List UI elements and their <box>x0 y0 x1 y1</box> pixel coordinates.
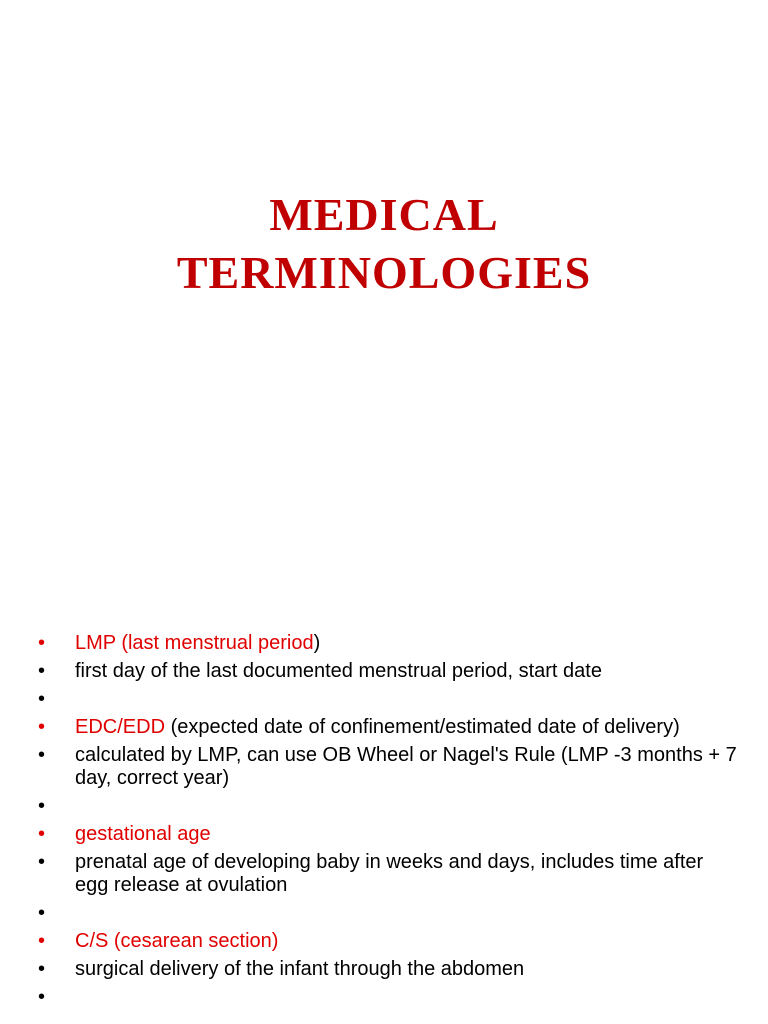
list-item <box>38 851 738 897</box>
slide-title <box>0 186 768 302</box>
list-item <box>38 902 738 925</box>
slide-title-line-1: MEDICAL <box>269 189 499 240</box>
bullet-icon: • <box>38 851 46 873</box>
list-item <box>38 632 738 655</box>
definition-text: calculated by LMP, can use OB Wheel or Nagel's Rule (LMP -3 months + 7 day, correct year) <box>75 744 737 789</box>
list-item <box>38 930 738 953</box>
bullet-icon: • <box>38 744 46 766</box>
slide-title-line-2: TERMINOLOGIES <box>176 247 592 298</box>
list-item <box>38 744 738 790</box>
bullet-icon: • <box>38 958 46 980</box>
bullet-icon: • <box>38 688 46 710</box>
bullet-icon: • <box>38 902 46 924</box>
list-item <box>38 986 738 1009</box>
list-item <box>38 688 738 711</box>
term-suffix: (expected date of confinement/estimated date of delivery) <box>165 716 680 738</box>
bullet-icon: • <box>38 795 46 817</box>
bullet-icon: • <box>38 660 46 682</box>
definition-text: surgical delivery of the infant through the abdomen <box>75 958 525 980</box>
term-suffix: ) <box>313 632 321 654</box>
term-label: gestational age <box>75 823 211 845</box>
bullet-icon: • <box>38 930 46 952</box>
bullet-icon: • <box>38 823 46 845</box>
terminology-list <box>38 632 738 1014</box>
bullet-icon: • <box>38 632 46 654</box>
list-item <box>38 660 738 683</box>
list-item <box>38 716 738 739</box>
bullet-icon: • <box>38 986 46 1008</box>
term-label: LMP (last menstrual period <box>75 632 314 654</box>
bullet-icon: • <box>38 716 46 738</box>
list-item <box>38 958 738 981</box>
term-label: EDC/EDD <box>75 716 166 738</box>
list-item <box>38 823 738 846</box>
list-item <box>38 795 738 818</box>
definition-text: prenatal age of developing baby in weeks and days, includes time after egg release at ovulation <box>75 851 704 896</box>
definition-text: first day of the last documented menstrual period, start date <box>75 660 602 682</box>
term-label: C/S (cesarean section) <box>75 930 279 952</box>
